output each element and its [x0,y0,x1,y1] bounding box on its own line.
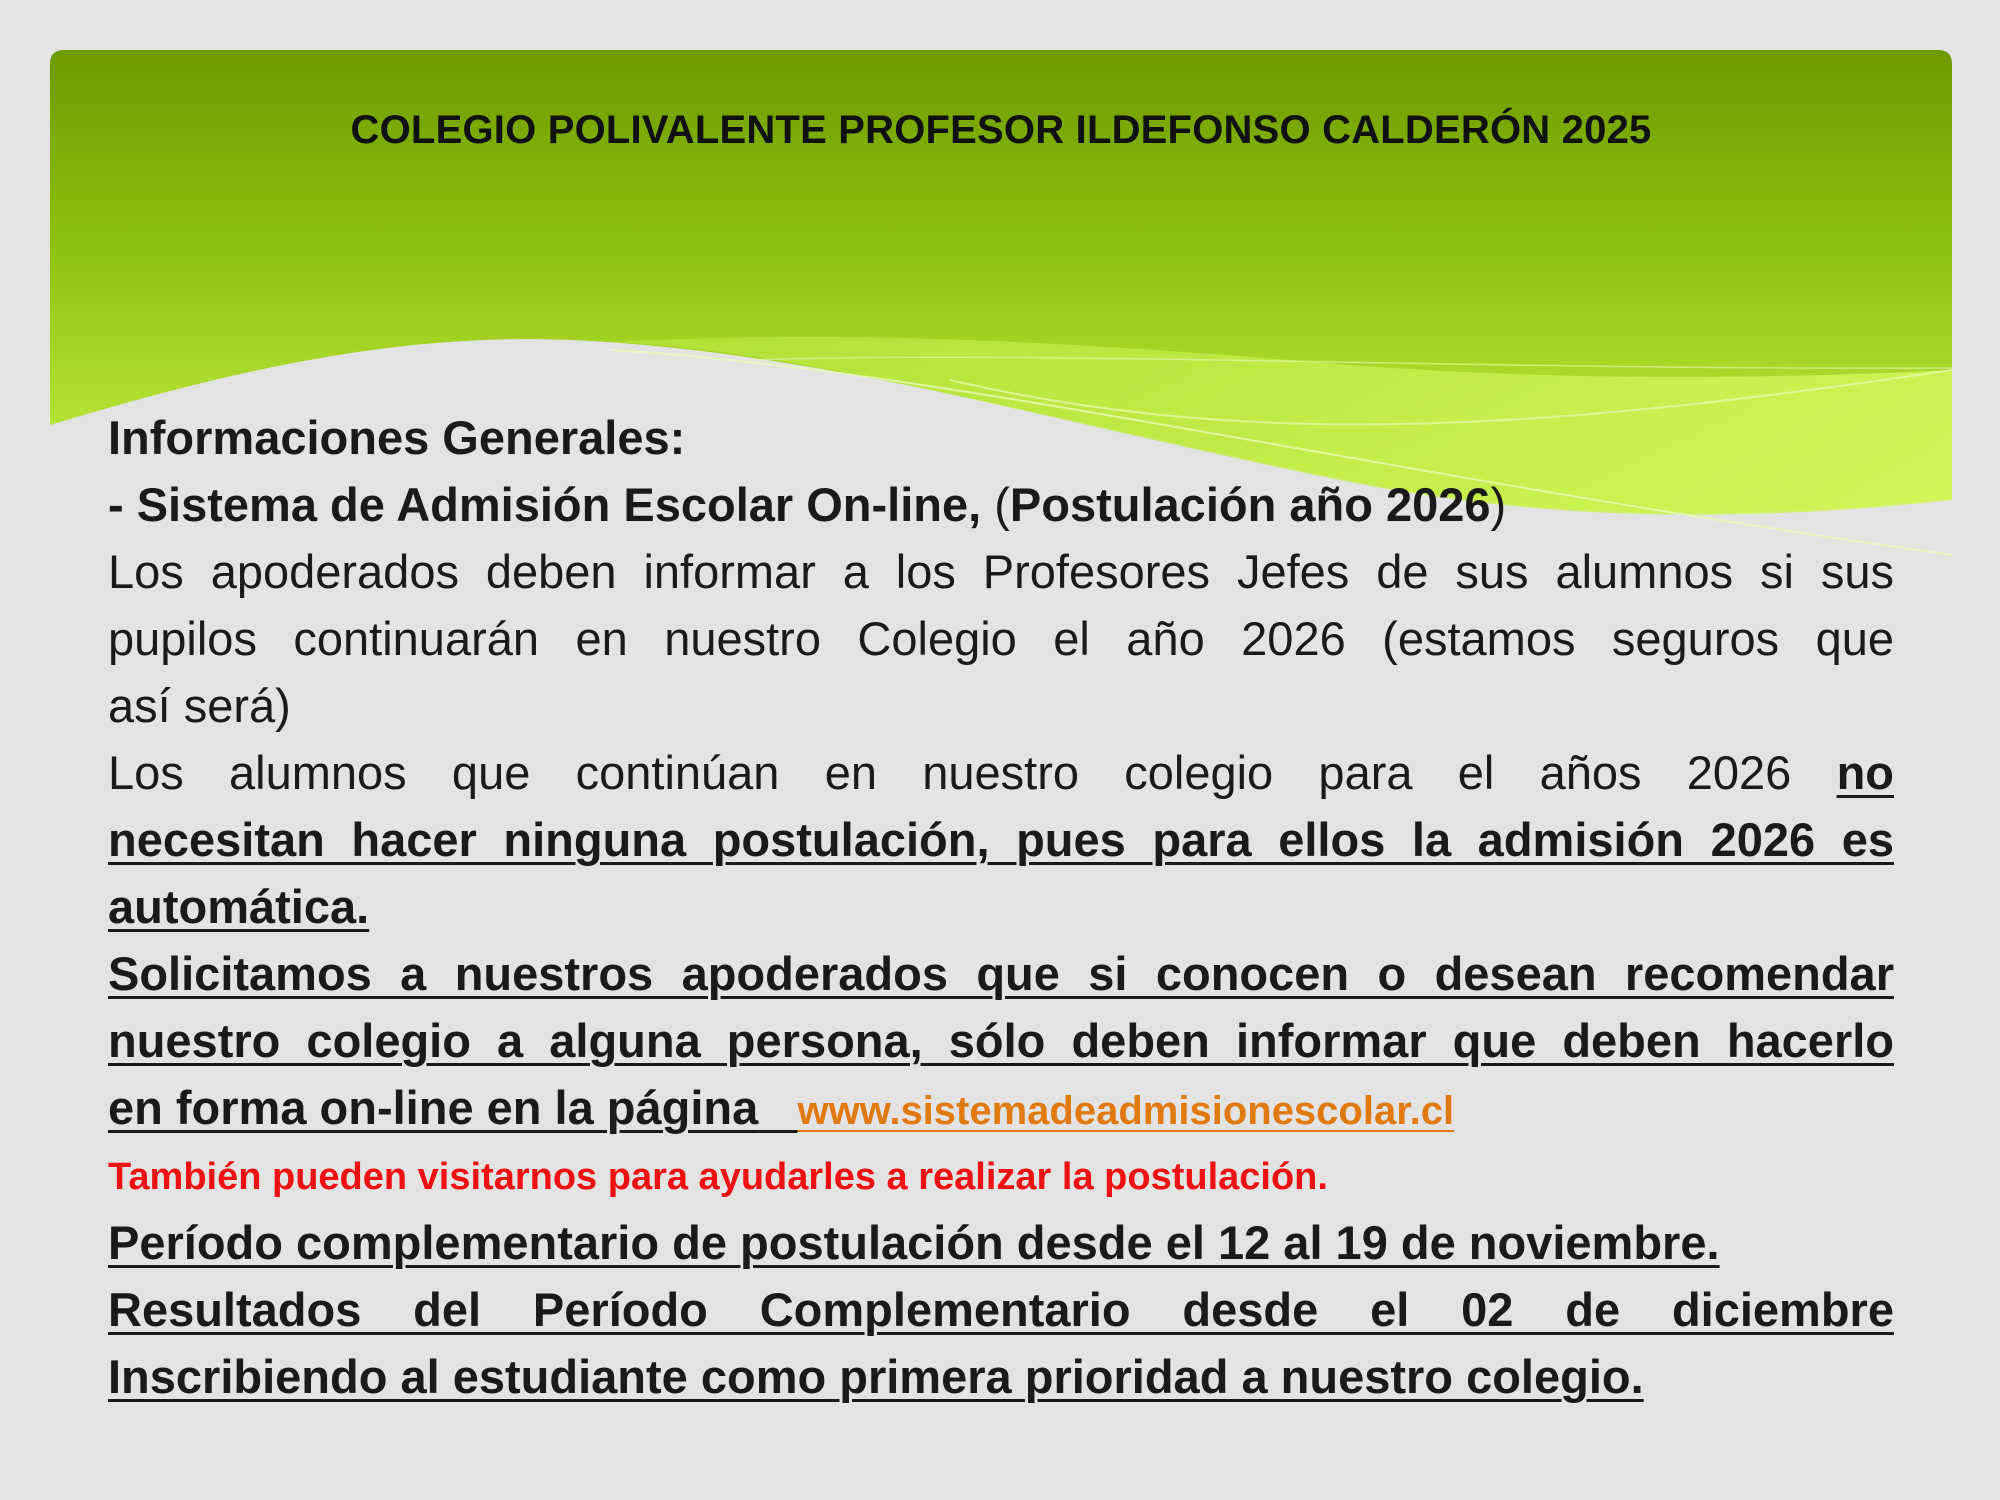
paragraph-line [108,1074,1894,1145]
paragraph-line: así será) [108,679,291,732]
online-page-text: en forma on-line en la página [108,1081,759,1134]
paren-open: ( [994,478,1010,531]
paren-close: ) [1490,478,1507,531]
section-heading: Informaciones Generales: [108,411,686,464]
info-content [108,404,1894,1410]
paragraph-line: necesitan hacer ninguna postulación, pues para ellos la admisión 2026 es [108,813,1894,866]
continuing-students-text: Los alumnos que continúan en nuestro colegio para el años 2026 [108,746,1837,799]
paragraph-line [108,739,1894,806]
enrollment-line: Inscribiendo al estudiante como primera prioridad a nuestro colegio. [108,1350,1644,1403]
admission-system-line [108,471,1894,538]
paragraph-line: Los apoderados deben informar a los Profesores Jefes de sus alumnos si sus [108,545,1894,598]
complementary-period-line: Período complementario de postulación desde el 12 al 19 de noviembre. [108,1216,1720,1269]
admission-website-link[interactable]: www.sistemadeadmisionescolar.cl [797,1089,1455,1133]
visit-notice: También pueden visitarnos para ayudarles a realizar la postulación. [108,1156,1328,1198]
spacer [758,1081,797,1134]
paragraph-line: nuestro colegio a alguna persona, sólo deben informar que deben hacerlo [108,1014,1894,1067]
postulation-year: Postulación año 2026 [1009,478,1491,531]
emphasis-no: no [1836,746,1894,799]
results-line: Resultados del Período Complementario desde el 02 de diciembre [108,1283,1894,1336]
paragraph-line: automática. [108,880,370,933]
school-title: COLEGIO POLIVALENTE PROFESOR ILDEFONSO CALDERÓN 2025 [350,108,1652,152]
paragraph-line: pupilos continuarán en nuestro Colegio el año 2026 (estamos seguros que [108,612,1894,665]
paragraph-line: Solicitamos a nuestros apoderados que si conocen o desean recomendar [108,947,1894,1000]
admission-system-label: - Sistema de Admisión Escolar On-line, [108,478,995,531]
